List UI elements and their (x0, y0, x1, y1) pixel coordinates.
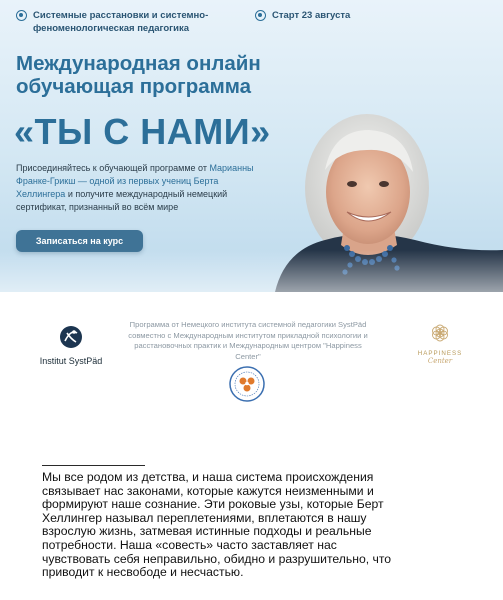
happiness-logo-name: HAPPINESS (417, 350, 463, 357)
flower-of-life-icon (429, 322, 451, 344)
desc-after: и получите международный немецкий сертификат, признанный во всём мире (16, 189, 228, 212)
section-divider (42, 465, 145, 466)
happiness-center-logo[interactable] (416, 322, 464, 365)
program-title: «ТЫ С НАМИ» (14, 111, 271, 152)
start-date-text: Старт 23 августа (272, 10, 351, 21)
hero-description (16, 162, 256, 214)
intro-paragraph: Мы все родом из детства, и наша система происхождения связывает нас законами, которые кажутся неизменными и формируют наше сознание. Эти роковые узы, которые Берт Хеллингер называл переплетениями, вплетаются в нашу взрослую жизнь, затмевая истинные подходы и реальные потребности. Наша «совесть» часто заставляет нас чувствовать себя неправильно, обидно и разрушительно, что приводит к несвободе и несчастью. (42, 470, 392, 580)
hero-fade (0, 250, 503, 292)
systpad-logo-text: Institut SystPäd (39, 356, 103, 366)
happiness-logo-sub: Center (427, 357, 453, 365)
systpad-logo[interactable] (36, 325, 106, 366)
calendar-target-icon (255, 10, 266, 21)
partners-description: Программа от Немецкого института системной педагогики SystPäd совместно с Международным институтом прикладной психологии и расстановочных практик и Международным центром "Happiness Center" (128, 320, 368, 361)
institute-seal-icon[interactable] (229, 366, 265, 402)
target-icon (16, 10, 27, 21)
signup-button[interactable]: Записаться на курс (16, 230, 143, 252)
program-type (16, 9, 226, 35)
hero-section (0, 0, 503, 292)
headline: Международная онлайн обучающая программа (16, 52, 261, 98)
start-date (255, 9, 350, 22)
desc-before: Присоединяйтесь к обучающей программе от (16, 163, 210, 173)
desc-accent: Марианны Франке-Грикш — одной из первых учениц Берта Хеллингера (16, 163, 254, 199)
systpad-emblem-icon (59, 325, 83, 349)
program-type-text: Системные расстановки и системно-феноменологическая педагогика (33, 10, 209, 34)
